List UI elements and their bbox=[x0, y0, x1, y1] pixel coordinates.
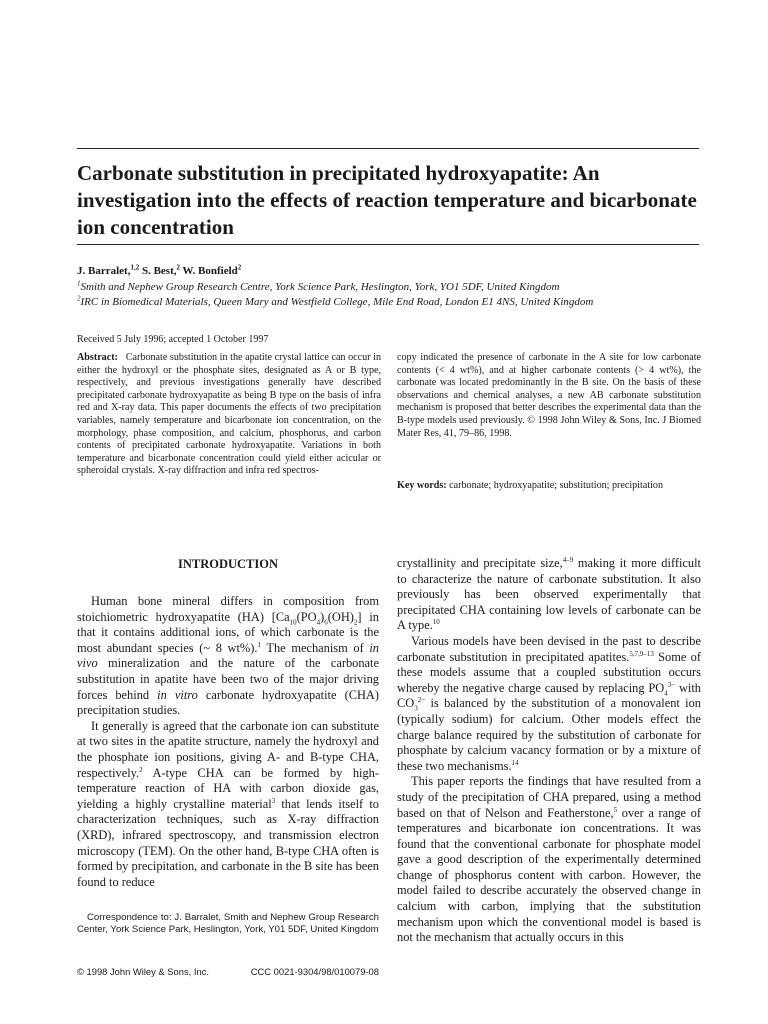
paragraph: It generally is agreed that the carbonate ion can substitute at two sites in the apatite structure, namely the hydroxyl and the phosphate ion positions, giving A- and B-type CHA, respectively.$^2$ A-type CHA can be formed by high-temperature reaction of HA with carbon dioxide gas, yielding a highly crystalline material$^3$ that lends itself to characterization techniques, such as X-ray diffraction (XRD), infrared spectroscopy, and transmission electron microscopy (TEM). On the other hand, B-type CHA often is formed by precipitation, and carbonate in the B site has been found to reduce bbox=[77, 718, 379, 889]
affiliations bbox=[77, 280, 699, 310]
author-name: S. Best, bbox=[139, 265, 177, 277]
body-column-right bbox=[397, 556, 701, 946]
abstract-right: copy indicated the presence of carbonate in the A site for low carbonate contents (< 4 wt%), and at higher carbonate contents (> 4 wt%), the carbonate was located predominantly in the B site. On the basis of these observations and chemical analyses, a new AB carbonate substitution mechanism is proposed that better describes the experimental data than the B-type models used previously. © 1998 John Wiley & Sons, Inc. J Biomed Mater Res, 41, 79–86, 1998. bbox=[397, 352, 701, 439]
abstract-left bbox=[77, 352, 381, 478]
keywords-label: Key words: bbox=[397, 480, 447, 491]
copyright-text: © 1998 John Wiley & Sons, Inc. bbox=[77, 966, 209, 977]
author-affiliation-mark: 2 bbox=[237, 263, 242, 272]
paragraph: crystallinity and precipitate size,$^{4-9}$ making it more difficult to characterize the nature of carbonate substitution. It also previously has been observed experimentally that precipitated CHA containing low levels of carbonate can be A type.$^{10}$ bbox=[397, 555, 701, 633]
author-list bbox=[77, 264, 699, 278]
paragraph: Various models have been devised in the past to describe carbonate substitution in precipitated apatites.$^{5,7,9-13}$ Some of these models assume that a coupled substitution occurs whereby the negative charge caused by replacing $PO_4^{3-}$ with $CO_3^{2-}$ is balanced by the substitution of a monovalent ion (typically sodium) for calcium. Other models effect the charge balance required by the substitution of carbonate for phosphate by calcium vacancy formation or by a mixture of these two mechanisms.$^{14}$ bbox=[397, 633, 701, 773]
author-name: W. Bonfield bbox=[179, 265, 238, 277]
affiliation: $^2$IRC in Biomedical Materials, Queen Mary and Westfield College, Mile End Road, London E1 4NS, United Kingdom bbox=[77, 294, 594, 308]
article-title: Carbonate substitution in precipitated hydroxyapatite: An investigation into the effects of reaction temperature and bicarbonate ion concentration bbox=[77, 161, 697, 239]
correspondence-footnote: Correspondence to: J. Barralet, Smith and Nephew Group Research Center, York Science Park, Heslington, York, Y01 5DF, United Kingdom bbox=[77, 912, 379, 936]
received-date: Received 5 July 1996; accepted 1 October 1997 bbox=[77, 334, 269, 345]
keywords bbox=[397, 480, 701, 493]
author-affiliation-mark: 2 bbox=[176, 263, 180, 272]
abstract-text: Carbonate substitution in the apatite crystal lattice can occur in either the hydroxyl or the phosphate sites, designated as A or B type, respectively, and previous investigations generally have described precipitated carbonate hydroxyapatite as being B type on the basis of infra red and X-ray data. This paper documents the effects of two precipitation variables, namely temperature and bicarbonate ion concentration, on the morphology, phase composition, and calcium, phosphorus, and carbon contents of precipitated carbonate hydroxyapatite. Variations in both temperature and bicarbonate concentration could yield either acicular or spheroidal crystals. X-ray diffraction and infra red spectros- bbox=[77, 352, 381, 477]
section-heading-introduction: INTRODUCTION bbox=[177, 557, 278, 571]
ccc-code: CCC 0021-9304/98/010079-08 bbox=[250, 966, 379, 977]
body-column-left bbox=[77, 594, 379, 890]
paragraph: This paper reports the findings that have resulted from a study of the precipitation of CHA prepared, using a method based on that of Nelson and Featherstone,$^5$ over a range of temperatures and bicarbonate ion concentrations. It was found that the conventional carbonate for phosphate model gave a good description of the experimentally determined change of phosphorus content with carbon. However, the model failed to describe accurately the observed change in calcium with carbon, implying that the substitution mechanism upon which the conventional model is based is not the mechanism that actually occurs in this bbox=[397, 774, 701, 945]
top-rule bbox=[77, 148, 699, 149]
author-name: J. Barralet, bbox=[77, 265, 131, 277]
copyright-line bbox=[77, 966, 379, 978]
keywords-text: carbonate; hydroxyapatite; substitution; precipitation bbox=[446, 480, 664, 491]
abstract-label: Abstract: bbox=[77, 352, 118, 363]
affiliation: $^1$Smith and Nephew Group Research Centre, York Science Park, Heslington, York, YO1 5DF, United Kingdom bbox=[77, 279, 560, 293]
title-rule bbox=[77, 244, 699, 245]
author-affiliation-mark: 1,2 bbox=[130, 263, 140, 272]
paragraph: Human bone mineral differs in composition from stoichiometric hydroxyapatite (HA) $[Ca_{10}(PO_4)_6(OH)_2]$ in that it contains additional ions, of which carbonate is the most abundant species (~ 8 wt%).$^1$ The mechanism of in vivo mineralization and the nature of the carbonate substitution in apatite have been two of the major driving forces behind in vitro carbonate hydroxyapatite (CHA) precipitation studies. bbox=[77, 594, 379, 718]
